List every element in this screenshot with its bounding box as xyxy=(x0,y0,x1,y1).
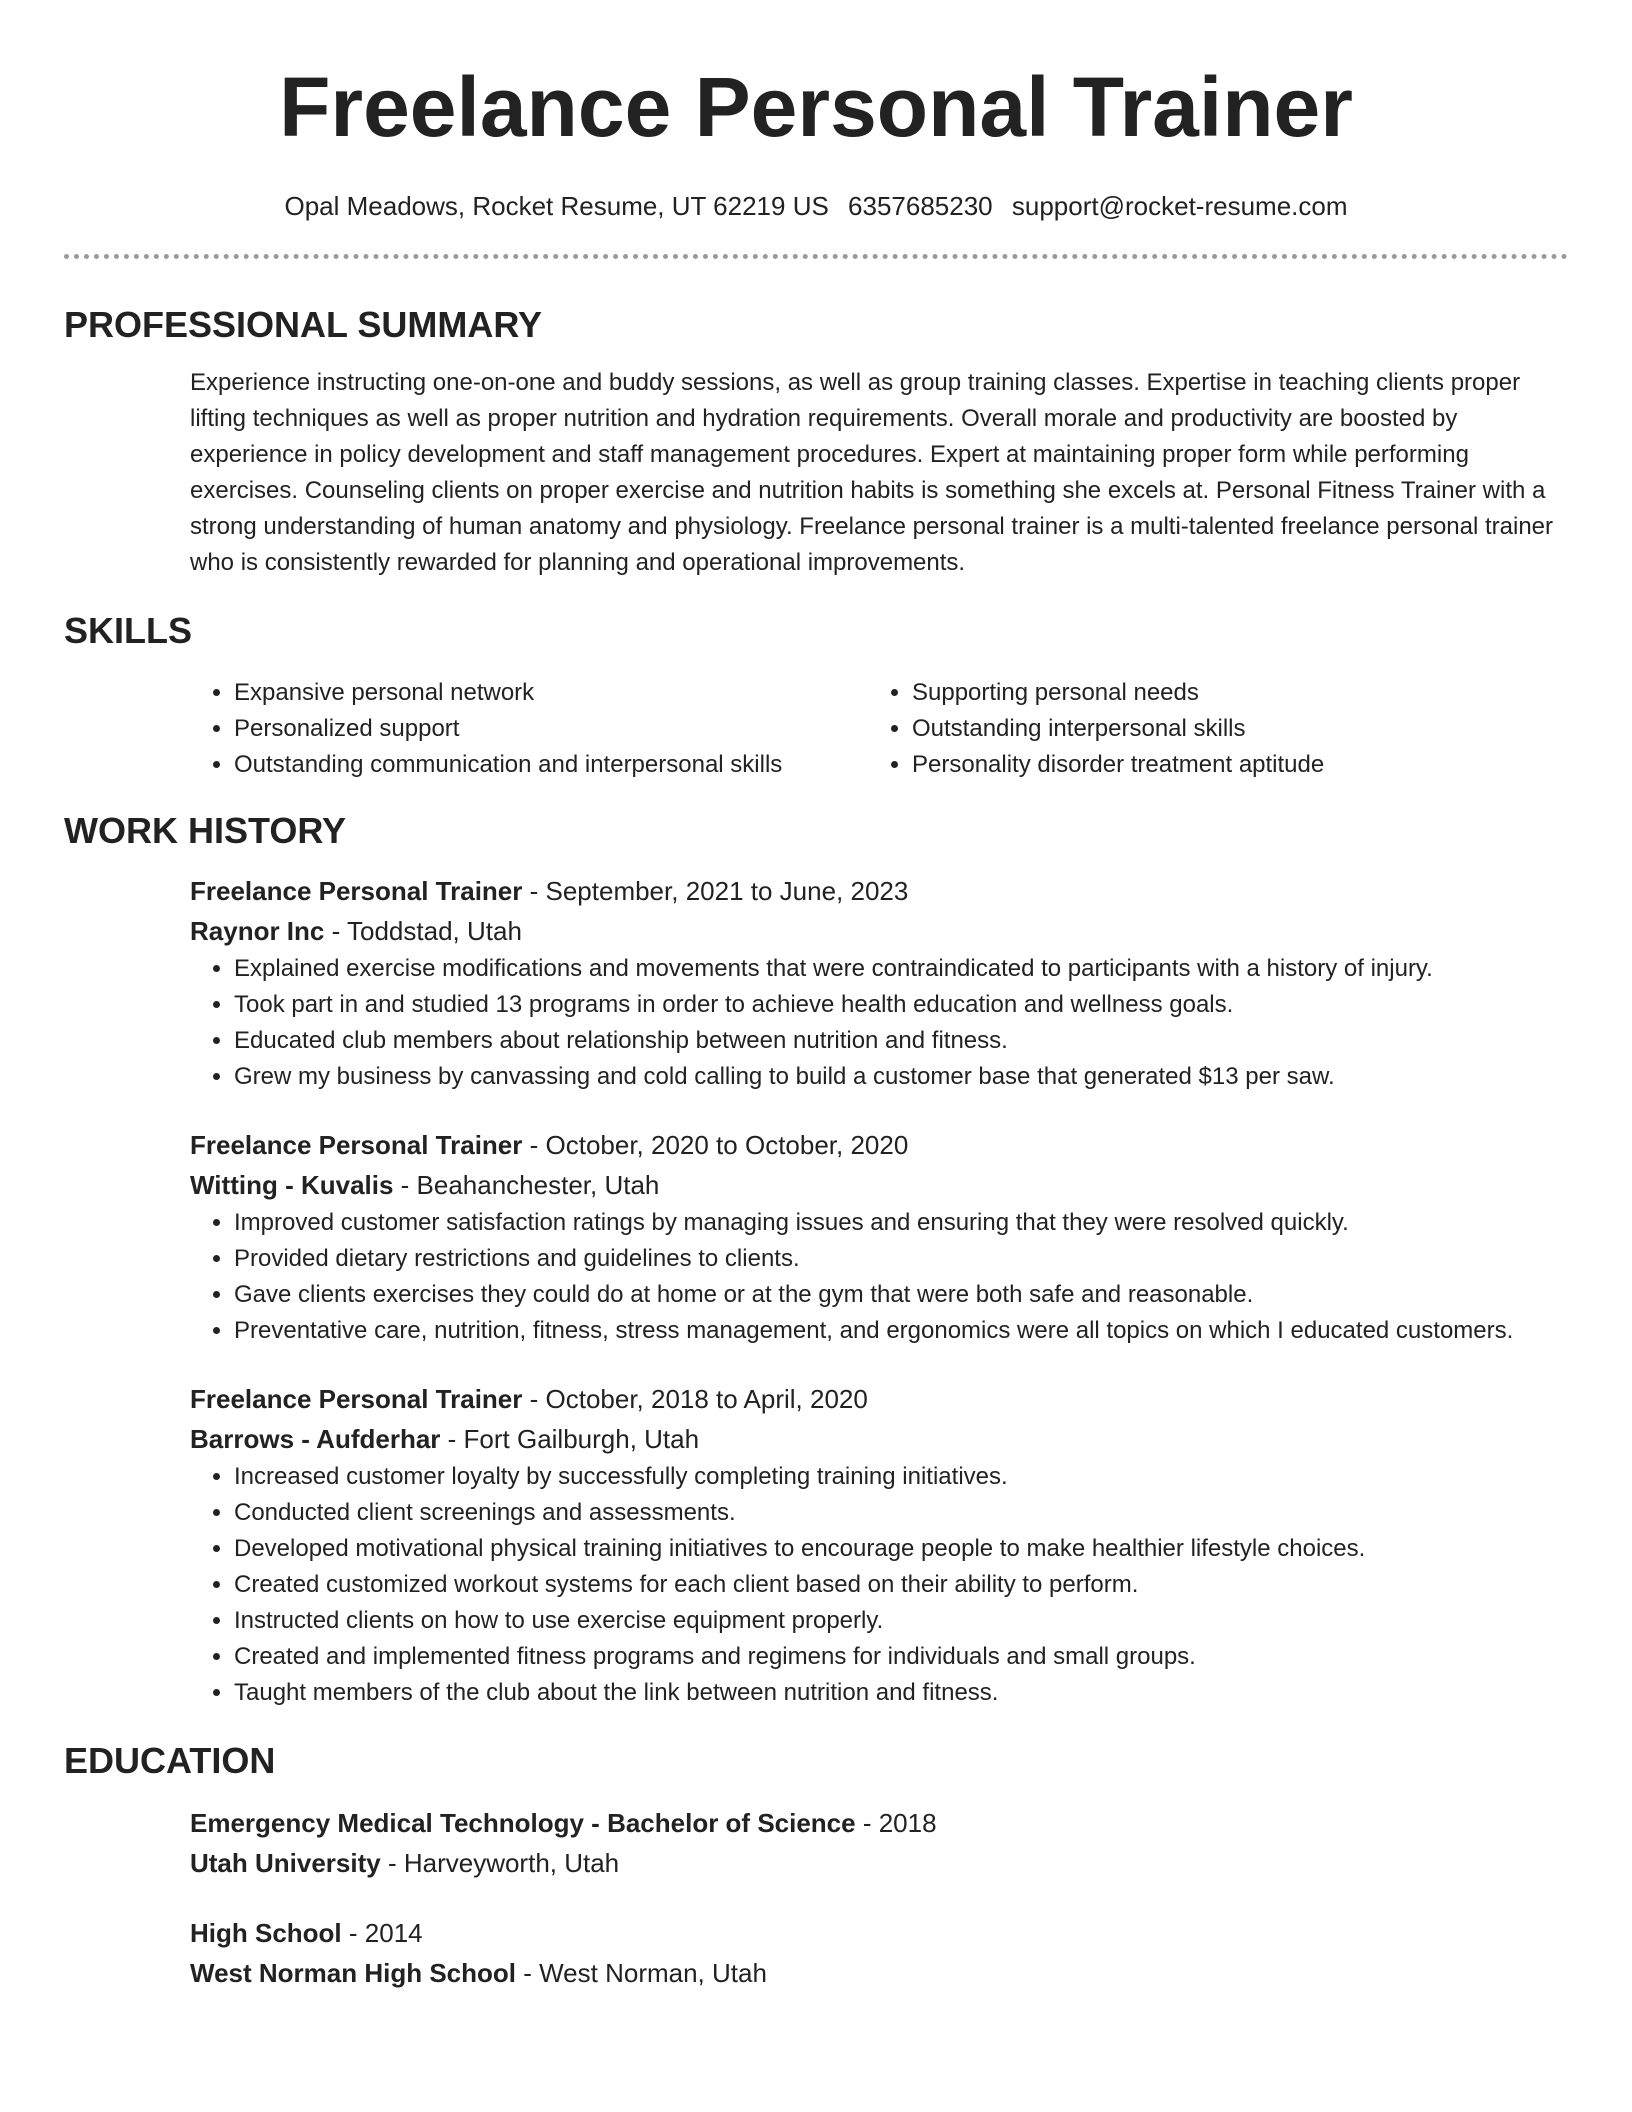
job-company: Witting - Kuvalis xyxy=(190,1170,394,1200)
skills-left-list xyxy=(190,675,868,783)
header-divider xyxy=(64,254,1568,259)
job-entry xyxy=(190,871,1568,1095)
job-bullet: • Provided dietary restrictions and guidelines to clients. xyxy=(234,1241,1568,1277)
resume-name: Freelance Personal Trainer xyxy=(279,60,1353,154)
job-bullet: • Grew my business by canvassing and cold calling to build a customer base that generated $13 per saw. xyxy=(234,1059,1568,1095)
summary-text: Experience instructing one-on-one and buddy sessions, as well as group training classes. Expertise in teaching clients proper lifting techniques as well as proper nutrition and hydration requirements. Overall morale and productivity are boosted by experience in policy development and staff management procedures. Expert at maintaining proper form while performing exercises. Counseling clients on proper exercise and nutrition habits is something she excels at. Personal Fitness Trainer with a strong understanding of human anatomy and physiology. Freelance personal trainer is a multi-talented freelance personal trainer who is consistently rewarded for planning and operational improvements. xyxy=(190,369,1554,576)
education-school: West Norman High School xyxy=(190,1958,516,1988)
education-location: - Harveyworth, Utah xyxy=(380,1848,620,1878)
job-company: Raynor Inc xyxy=(190,916,325,946)
job-company-line xyxy=(190,911,1568,951)
education-degree: High School xyxy=(190,1918,342,1948)
job-entry xyxy=(190,1379,1568,1711)
job-bullet: • Conducted client screenings and assessments. xyxy=(234,1495,1568,1531)
job-bullet: • Improved customer satisfaction ratings by managing issues and ensuring that they were resolved quickly. xyxy=(234,1205,1568,1241)
education-school: Utah University xyxy=(190,1848,381,1878)
skill-item: • Personality disorder treatment aptitude xyxy=(912,747,1568,783)
job-bullet: • Explained exercise modifications and movements that were contraindicated to participants with a history of injury. xyxy=(234,951,1568,987)
education-degree-line xyxy=(190,1803,1568,1843)
job-dates: - September, 2021 to June, 2023 xyxy=(522,876,909,906)
job-bullet: • Increased customer loyalty by successfully completing training initiatives. xyxy=(234,1459,1568,1495)
job-bullets xyxy=(190,1205,1568,1349)
contact-address: Opal Meadows, Rocket Resume, UT 62219 US xyxy=(284,191,829,221)
contact-line xyxy=(64,190,1568,222)
job-bullet: • Educated club members about relationship between nutrition and fitness. xyxy=(234,1023,1568,1059)
job-bullet: • Gave clients exercises they could do at home or at the gym that were both safe and reasonable. xyxy=(234,1277,1568,1313)
skill-item: • Outstanding interpersonal skills xyxy=(912,711,1568,747)
contact-email: support@rocket-resume.com xyxy=(1011,191,1348,221)
job-title-line xyxy=(190,1379,1568,1419)
work-history-heading: WORK HISTORY xyxy=(64,810,347,851)
job-location: - Fort Gailburgh, Utah xyxy=(440,1424,700,1454)
job-title-line xyxy=(190,1125,1568,1165)
education-year: - 2014 xyxy=(341,1918,423,1948)
skill-item: • Expansive personal network xyxy=(234,675,868,711)
job-dates: - October, 2020 to October, 2020 xyxy=(522,1130,909,1160)
education-school-line xyxy=(190,1953,1568,1993)
skill-item: • Personalized support xyxy=(234,711,868,747)
job-bullet: • Developed motivational physical training initiatives to encourage people to make healthier lifestyle choices. xyxy=(234,1531,1568,1567)
job-location: - Toddstad, Utah xyxy=(324,916,522,946)
job-bullet: • Created and implemented fitness programs and regimens for individuals and small groups. xyxy=(234,1639,1568,1675)
job-position: Freelance Personal Trainer xyxy=(190,876,523,906)
job-dates: - October, 2018 to April, 2020 xyxy=(522,1384,868,1414)
job-bullet: • Taught members of the club about the link between nutrition and fitness. xyxy=(234,1675,1568,1711)
education-entry xyxy=(190,1803,1568,1883)
education-school-line xyxy=(190,1843,1568,1883)
education-heading: EDUCATION xyxy=(64,1740,276,1781)
job-company-line xyxy=(190,1165,1568,1205)
job-bullet: • Took part in and studied 13 programs in order to achieve health education and wellness goals. xyxy=(234,987,1568,1023)
education-entry xyxy=(190,1913,1568,1993)
education-degree-line xyxy=(190,1913,1568,1953)
job-company: Barrows - Aufderhar xyxy=(190,1424,441,1454)
education-degree: Emergency Medical Technology - Bachelor of Science xyxy=(190,1808,856,1838)
job-bullets xyxy=(190,951,1568,1095)
skills-grid xyxy=(190,675,1568,783)
skill-item: • Outstanding communication and interpersonal skills xyxy=(234,747,868,783)
education-location: - West Norman, Utah xyxy=(516,1958,767,1988)
job-bullet: • Preventative care, nutrition, fitness, stress management, and ergonomics were all topics on which I educated customers. xyxy=(234,1313,1568,1349)
skills-heading: SKILLS xyxy=(64,610,193,651)
job-bullet: • Created customized workout systems for each client based on their ability to perform. xyxy=(234,1567,1568,1603)
job-position: Freelance Personal Trainer xyxy=(190,1130,523,1160)
job-title-line xyxy=(190,871,1568,911)
skill-item: • Supporting personal needs xyxy=(912,675,1568,711)
job-entry xyxy=(190,1125,1568,1349)
skills-right-list xyxy=(868,675,1568,783)
job-bullet: • Instructed clients on how to use exercise equipment properly. xyxy=(234,1603,1568,1639)
contact-phone: 6357685230 xyxy=(848,191,993,221)
job-company-line xyxy=(190,1419,1568,1459)
job-bullets xyxy=(190,1459,1568,1711)
education-year: - 2018 xyxy=(855,1808,937,1838)
summary-heading: PROFESSIONAL SUMMARY xyxy=(64,304,543,345)
job-position: Freelance Personal Trainer xyxy=(190,1384,523,1414)
job-location: - Beahanchester, Utah xyxy=(393,1170,660,1200)
